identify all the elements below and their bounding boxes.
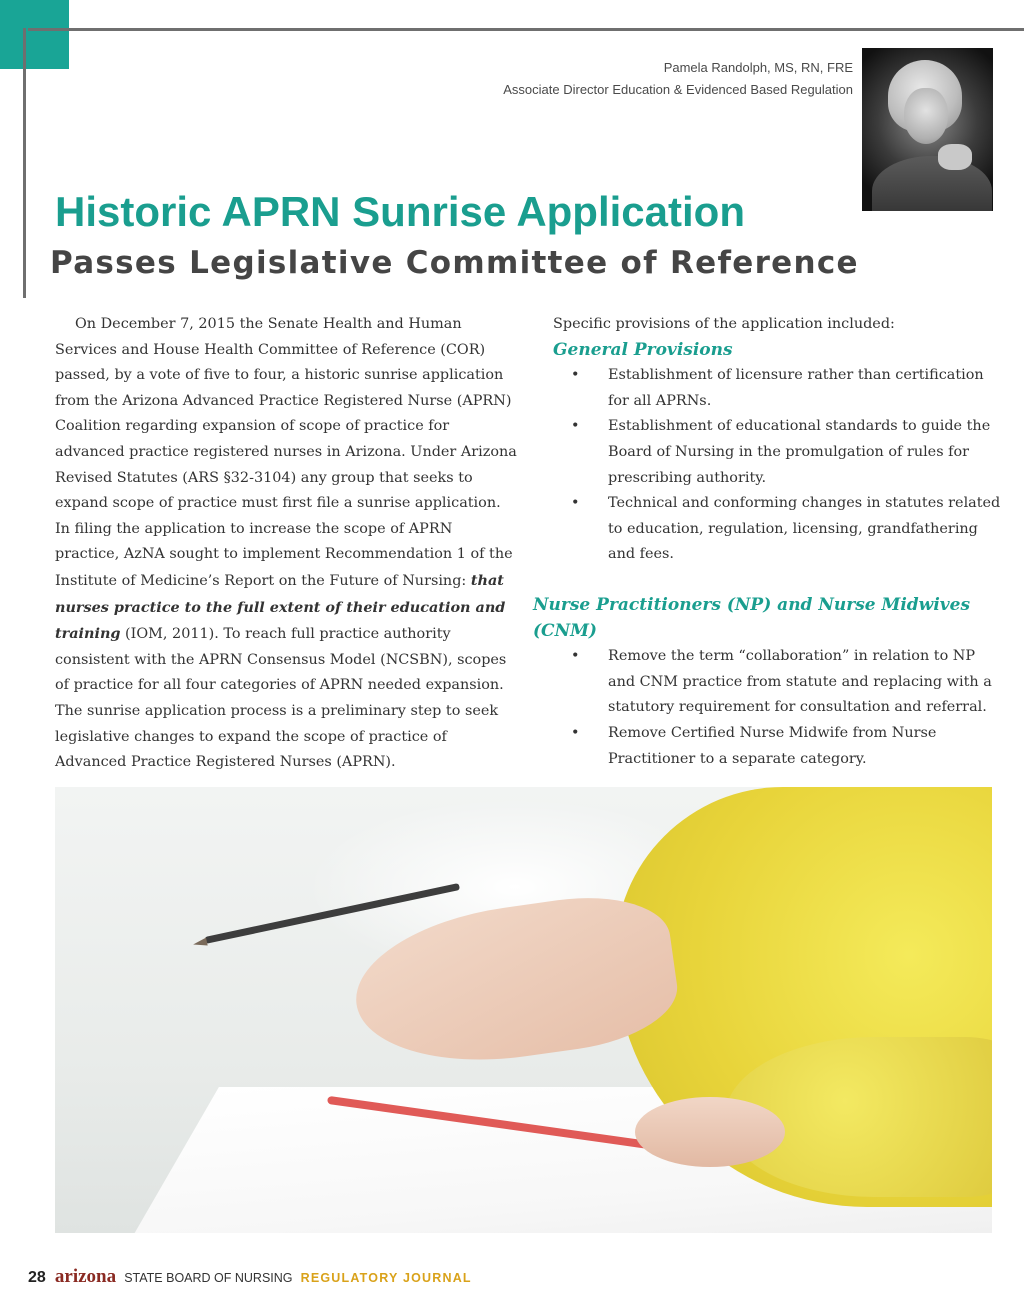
left-divider-rule [23,28,26,298]
body-emphasis: that nurses practice to the full extent of their education and training [55,571,506,643]
article-paragraph: On December 7, 2015 the Senate Health and Human Services and House Health Committee of Reference (COR) passed, by a vote of five to four, a historic sunrise application from the Arizona Advanced Practice Registered Nurse (APRN) Coalition regarding expansion of scope of practice for advanced practice registered nurses in Arizona. Under Arizona Revised Statutes (ARS §32-3104) any group that seeks to expand scope of practice must first file a sunrise application. In filing the application to increase the scope of APRN practice, AzNA sought to implement Recommendation 1 of the Institute of Medicine’s Report on the Future of Nursing: that nurses practice to the full extent of their education and training (IOM, 2011). To reach full practice authority consistent with the APRN Consensus Model (NCSBN), scopes of practice for all four categories of APRN needed expansion. The sunrise application process is a preliminary step to seek legislative changes to expand the scope of practice of Advanced Practice Registered Nurses (APRN). [55,316,517,771]
hero-photo-hand-writing [55,787,992,1233]
list-item: • Remove Certified Nurse Midwife from Nurse Practitioner to a separate category. [533,721,1003,772]
list-item: • Establishment of licensure rather than certification for all APRNs. [533,363,1003,414]
author-title: Associate Director Education & Evidenced Based Regulation [503,82,853,97]
list-item: • Technical and conforming changes in statutes related to education, regulation, licensing, grandfathering and fees. [533,491,1003,568]
journal-name: REGULATORY JOURNAL [300,1271,472,1285]
general-provisions-list [533,363,1003,568]
author-name: Pamela Randolph, MS, RN, FRE [663,60,853,75]
top-divider-rule [28,28,1024,31]
list-item: • Remove the term “collaboration” in relation to NP and CNM practice from statute and replacing with a statutory requirement for consultation and referral. [533,644,1003,721]
article-body-left-column [55,312,520,776]
general-provisions-heading: General Provisions [553,339,733,360]
list-item: • Establishment of educational standards to guide the Board of Nursing in the promulgation of rules for prescribing authority. [533,414,1003,491]
article-title: Historic APRN Sunrise Application [55,188,745,235]
corner-accent-block [0,0,69,69]
brand-logo-text: arizona [54,1266,117,1287]
page-number: 28 [28,1269,46,1286]
np-cnm-list [533,644,1003,772]
page-footer [28,1266,472,1288]
article-subtitle: Passes Legislative Committee of Reference [50,245,859,281]
author-portrait-photo [862,48,993,211]
np-cnm-heading: Nurse Practitioners (NP) and Nurse Midwives (CNM) [533,594,971,641]
article-body-right-column [533,312,1003,772]
provisions-intro: Specific provisions of the application included: [553,316,895,332]
board-name: STATE BOARD OF NURSING [124,1271,293,1285]
author-byline [503,57,853,101]
